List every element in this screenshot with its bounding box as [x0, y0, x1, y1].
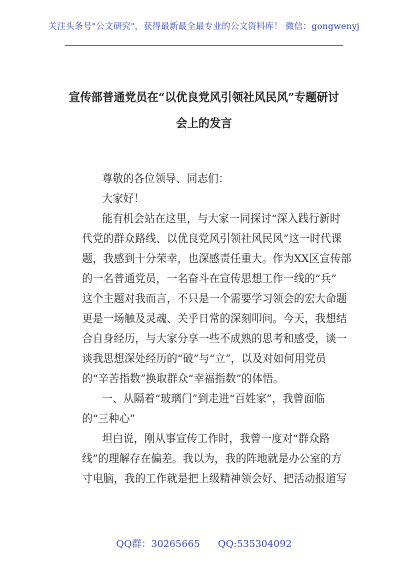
paragraph-1-line: 更是一场触及灵魂、关乎日常的深刻叩问。今天，我想结 [82, 313, 347, 325]
section-heading-line: 的“三种心” [82, 413, 136, 425]
footer-contact [0, 536, 408, 550]
qq-contact-number: QQ:535304092 [217, 539, 292, 550]
paragraph-1-line: 的一名普通党员，一名奋斗在宣传思想工作一线的“兵” [82, 273, 337, 285]
paragraph-1-line: 这个主题对我而言，不只是一个需要学习领会的宏大命题 [82, 293, 347, 305]
header-divider [65, 45, 343, 46]
paragraph-2-line: 线”的理解存在偏差。我以为，我的阵地就是办公室的方 [82, 453, 342, 465]
header-banner: 关注头条号"公文研究"，获得最新最全最专业的公文资料库！ 微信：gongwenyj [48, 22, 360, 32]
paragraph-1-line: 能有机会站在这里，与大家一同探讨“深入践行新时 [102, 213, 341, 225]
paragraph-1-line: 题，我感到十分荣幸，也深感责任重大。作为XX区宣传部 [82, 253, 352, 265]
document-title-line-2: 会上的发言 [176, 116, 232, 130]
paragraph-2-line: 坦白说，刚从事宣传工作时，我曾一度对“群众路 [102, 433, 330, 445]
section-heading-line: 一、从隔着“玻璃门”到走进“百姓家”，我曾面临 [102, 393, 325, 405]
salutation: 尊敬的各位领导、同志们： [102, 173, 230, 185]
paragraph-2-line: 寸电脑，我的工作就是把上级精神领会好、把活动报道写 [82, 473, 347, 485]
paragraph-1-line: 合自身经历，与大家分享一些不成熟的思考和感受，谈一 [82, 333, 347, 345]
paragraph-1-line: 的“辛苦指数”换取群众“幸福指数”的体悟。 [82, 373, 284, 385]
document-body [82, 169, 352, 489]
document-title-line-1: 宣传部普通党员在“以优良党风引领社风民风”专题研讨 [68, 90, 340, 104]
qq-group-number: QQ群：30265665 [116, 539, 200, 550]
paragraph-1-line: 代党的群众路线、以优良党风引领社风民风”这一时代课 [82, 233, 342, 245]
greeting: 大家好！ [102, 193, 145, 205]
paragraph-1-line: 谈我思想深处经历的“破”与“立”，以及对如何用党员 [82, 353, 327, 365]
